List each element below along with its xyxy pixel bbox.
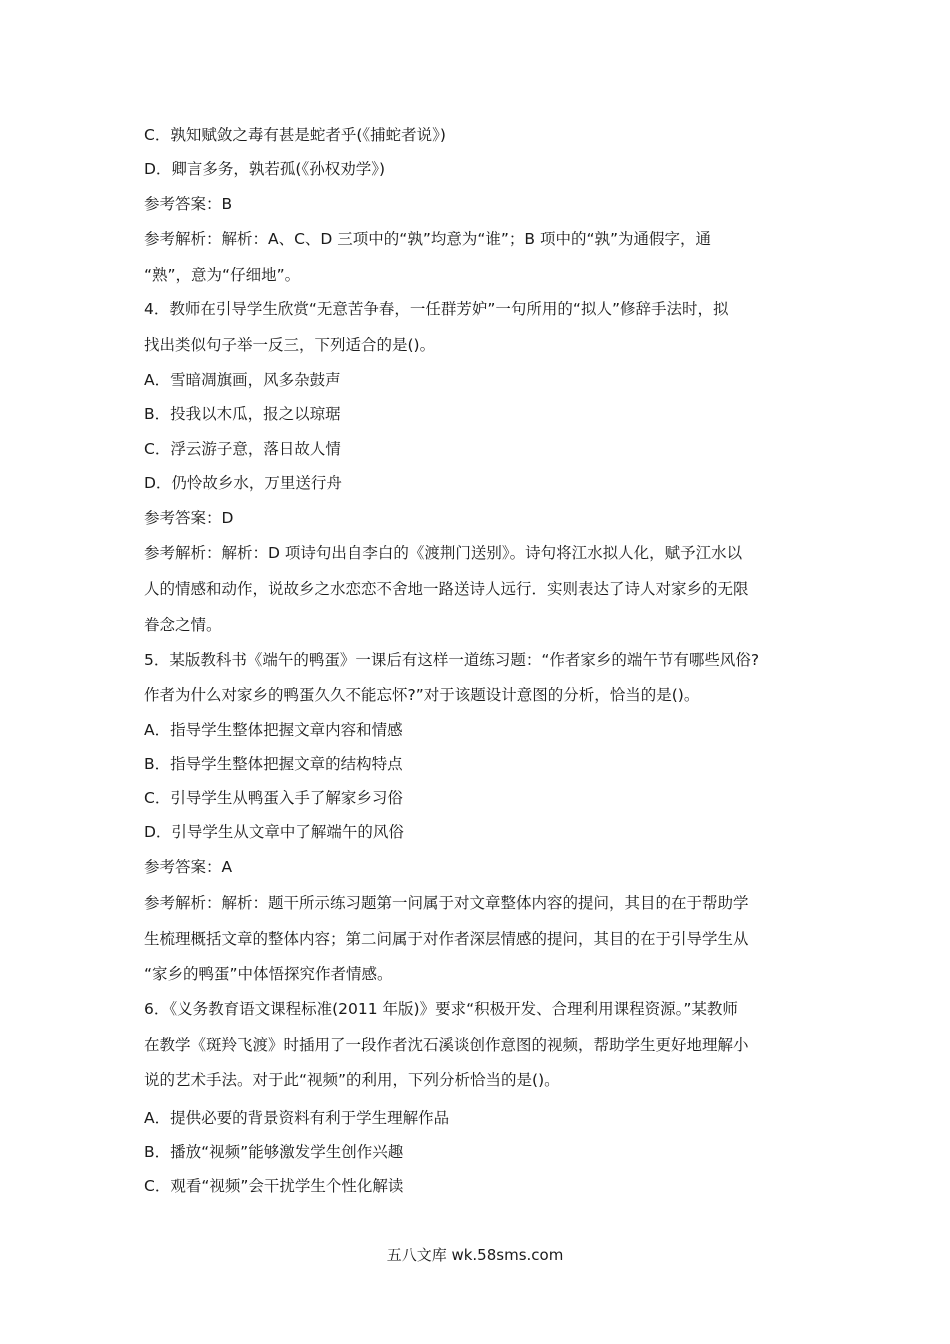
option-line: B．指导学生整体把握文章的结构特点 — [144, 755, 403, 773]
analysis-line: 参考解析：解析：题干所示练习题第一问属于对文章整体内容的提问，其目的在于帮助学 — [144, 894, 749, 912]
option-line: A．指导学生整体把握文章内容和情感 — [144, 721, 403, 739]
option-line: D．仍怜故乡水，万里送行舟 — [144, 474, 342, 492]
answer-line: 参考答案：B — [144, 195, 233, 213]
option-line: C．观看“视频”会干扰学生个性化解读 — [144, 1177, 404, 1195]
analysis-line: 眷念之情。 — [144, 616, 222, 634]
option-line: C．浮云游子意，落日故人情 — [144, 440, 341, 458]
question-line: 4．教师在引导学生欣赏“无意苦争春，一任群芳妒”一句所用的“拟人”修辞手法时，拟 — [144, 300, 729, 318]
analysis-line: 参考解析：解析：A、C、D 三项中的“孰”均意为“谁”；B 项中的“孰”为通假字，通 — [144, 230, 712, 248]
option-line: A．提供必要的背景资料有利于学生理解作品 — [144, 1109, 450, 1127]
text-line: C．孰知赋敛之毒有甚是蛇者乎(《捕蛇者说》) — [144, 126, 446, 144]
analysis-line: 参考解析：解析：D 项诗句出自李白的《渡荆门送别》。诗句将江水拟人化，赋予江水以 — [144, 544, 743, 562]
option-line: A．雪暗凋旗画，风多杂鼓声 — [144, 371, 341, 389]
question-line: 在教学《斑羚飞渡》时插用了一段作者沈石溪谈创作意图的视频，帮助学生更好地理解小 — [144, 1036, 749, 1054]
question-line: 5．某版教科书《端午的鸭蛋》一课后有这样一道练习题：“作者家乡的端午节有哪些风俗? — [144, 651, 760, 669]
option-line: B．播放“视频”能够激发学生创作兴趣 — [144, 1143, 404, 1161]
answer-line: 参考答案：D — [144, 509, 234, 527]
analysis-line: 人的情感和动作，说故乡之水恋恋不舍地一路送诗人远行．实则表达了诗人对家乡的无限 — [144, 580, 749, 598]
question-line: 6．《义务教育语文课程标准(2011 年版)》要求“积极开发、合理利用课程资源。”某教师 — [144, 1000, 738, 1018]
analysis-line: 生梳理概括文章的整体内容；第二问属于对作者深层情感的提问，其目的在于引导学生从 — [144, 930, 749, 948]
option-line: D．引导学生从文章中了解端午的风俗 — [144, 823, 404, 841]
page-footer: 五八文库 wk.58sms.com — [386, 1246, 564, 1264]
text-line: D．卿言多务，孰若孤(《孙权劝学》) — [144, 160, 386, 178]
option-line: B．投我以木瓜，报之以琼琚 — [144, 405, 341, 423]
question-line: 说的艺术手法。对于此“视频”的利用，下列分析恰当的是()。 — [144, 1071, 560, 1089]
analysis-line: “熟”，意为“仔细地”。 — [144, 266, 301, 284]
question-line: 作者为什么对家乡的鸭蛋久久不能忘怀?”对于该题设计意图的分析，恰当的是()。 — [144, 686, 700, 704]
option-line: C．引导学生从鸭蛋入手了解家乡习俗 — [144, 789, 403, 807]
answer-line: 参考答案：A — [144, 858, 233, 876]
analysis-line: “家乡的鸭蛋”中体悟探究作者情感。 — [144, 965, 393, 983]
question-line: 找出类似句子举一反三，下列适合的是()。 — [144, 336, 436, 354]
